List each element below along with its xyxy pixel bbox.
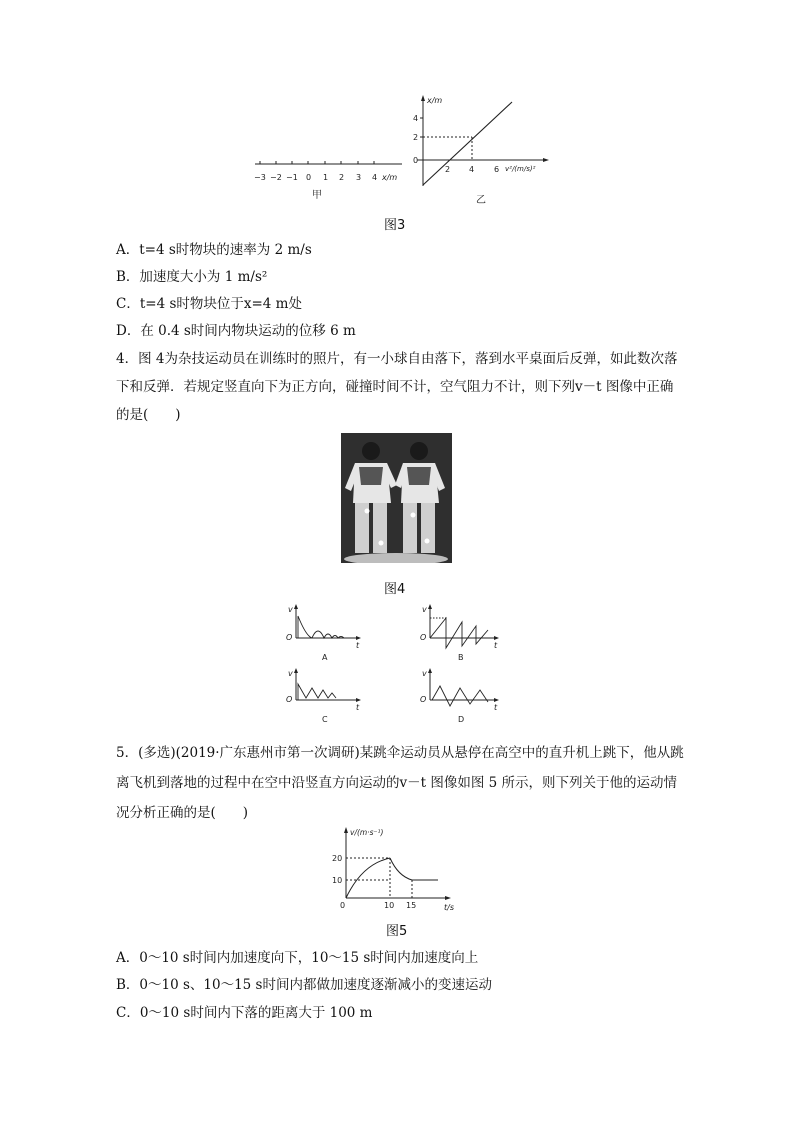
q5-option-c: C．0～10 s时间内下落的距离大于 100 m: [116, 1005, 373, 1021]
fig5-origin: 0: [340, 901, 346, 910]
fig5-y-tick-10: 10: [332, 876, 343, 885]
yi-y-label: x/m: [427, 96, 443, 105]
graph-d-label: D: [458, 715, 465, 724]
jia-number-line: [254, 161, 402, 201]
graph-b: [420, 604, 499, 662]
q3-option-a: A．t=4 s时物块的速率为 2 m/s: [116, 242, 312, 258]
yi-y-tick: 2: [413, 133, 419, 142]
yi-graph: [413, 95, 549, 206]
q4-stem: 4．图 4为杂技运动员在训练时的照片，有一小球自由落下，落到水平桌面后反弹，如此数次落下和反弹．若规定竖直向下为正方向，碰撞时间不计，空气阻力不计，则下列v－t 图像中正确的是( ): [116, 351, 678, 423]
graph-d-v: v: [422, 669, 427, 678]
yi-x-tick: 6: [494, 165, 500, 174]
q3-option-c: C．t=4 s时物块位于x=4 m处: [116, 296, 302, 312]
jia-tick: −1: [286, 173, 298, 182]
figure-3: [250, 92, 550, 210]
yi-x-label: v²/(m/s)²: [505, 165, 536, 173]
graph-a: [286, 604, 361, 662]
jia-tick: 2: [339, 173, 345, 182]
graph-b-label: B: [458, 653, 464, 662]
fig5-x-tick-15: 15: [406, 901, 417, 910]
jia-tick: −3: [254, 173, 266, 182]
fig5-y-tick-20: 20: [332, 854, 343, 863]
yi-x-tick: 4: [469, 165, 475, 174]
figure-4-caption: 图4: [384, 582, 406, 597]
jia-tick: 4: [372, 173, 378, 182]
jia-tick: 1: [323, 173, 329, 182]
graph-a-t: t: [356, 641, 360, 650]
graph-b-v: v: [422, 605, 427, 614]
q5-option-b: B．0～10 s、10～15 s时间内都做加速度逐渐减小的变速运动: [116, 977, 492, 993]
q3-option-b: B．加速度大小为 1 m/s²: [116, 269, 268, 285]
graph-d: [420, 668, 499, 724]
fig5-y-label: v/(m·s⁻¹): [350, 828, 384, 837]
yi-label: 乙: [476, 195, 486, 206]
jia-label: 甲: [312, 190, 322, 201]
q3-option-d: D．在 0.4 s时间内物块运动的位移 6 m: [116, 323, 356, 339]
fig5-x-tick-10: 10: [384, 901, 395, 910]
jia-tick: 0: [306, 173, 312, 182]
graph-c-v: v: [288, 669, 293, 678]
q4-graphs: [280, 600, 510, 726]
graph-d-t: t: [494, 703, 498, 712]
q5-stem: 5．(多选)(2019·广东惠州市第一次调研)某跳伞运动员从悬停在高空中的直升机上跳下，他从跳离飞机到落地的过程中在空中沿竖直方向运动的v－t 图像如图 5 所示，则下列关于他的运动情况分析正确的是( ): [116, 745, 684, 821]
graph-c-t: t: [356, 703, 360, 712]
graph-d-origin: O: [420, 695, 427, 704]
graph-b-t: t: [494, 641, 498, 650]
yi-x-tick: 2: [445, 165, 451, 174]
figure-5-caption: 图5: [386, 924, 408, 939]
graph-c-origin: O: [286, 695, 293, 704]
figure-3-caption: 图3: [384, 218, 406, 233]
yi-y-tick: 4: [413, 114, 419, 123]
jia-axis-label: x/m: [382, 173, 398, 182]
acrobat-photo: [341, 433, 452, 563]
graph-a-origin: O: [286, 633, 293, 642]
fig5-x-label: t/s: [444, 903, 454, 912]
jia-tick: −2: [270, 173, 282, 182]
graph-c-label: C: [322, 715, 328, 724]
graph-b-origin: O: [420, 633, 427, 642]
graph-a-label: A: [322, 653, 328, 662]
yi-y-tick: 0: [413, 156, 419, 165]
q5-option-a: A．0～10 s时间内加速度向下，10～15 s时间内加速度向上: [116, 950, 479, 966]
figure-5: [326, 822, 466, 914]
jia-tick: 3: [356, 173, 362, 182]
graph-a-v: v: [288, 605, 293, 614]
graph-c: [286, 668, 361, 724]
